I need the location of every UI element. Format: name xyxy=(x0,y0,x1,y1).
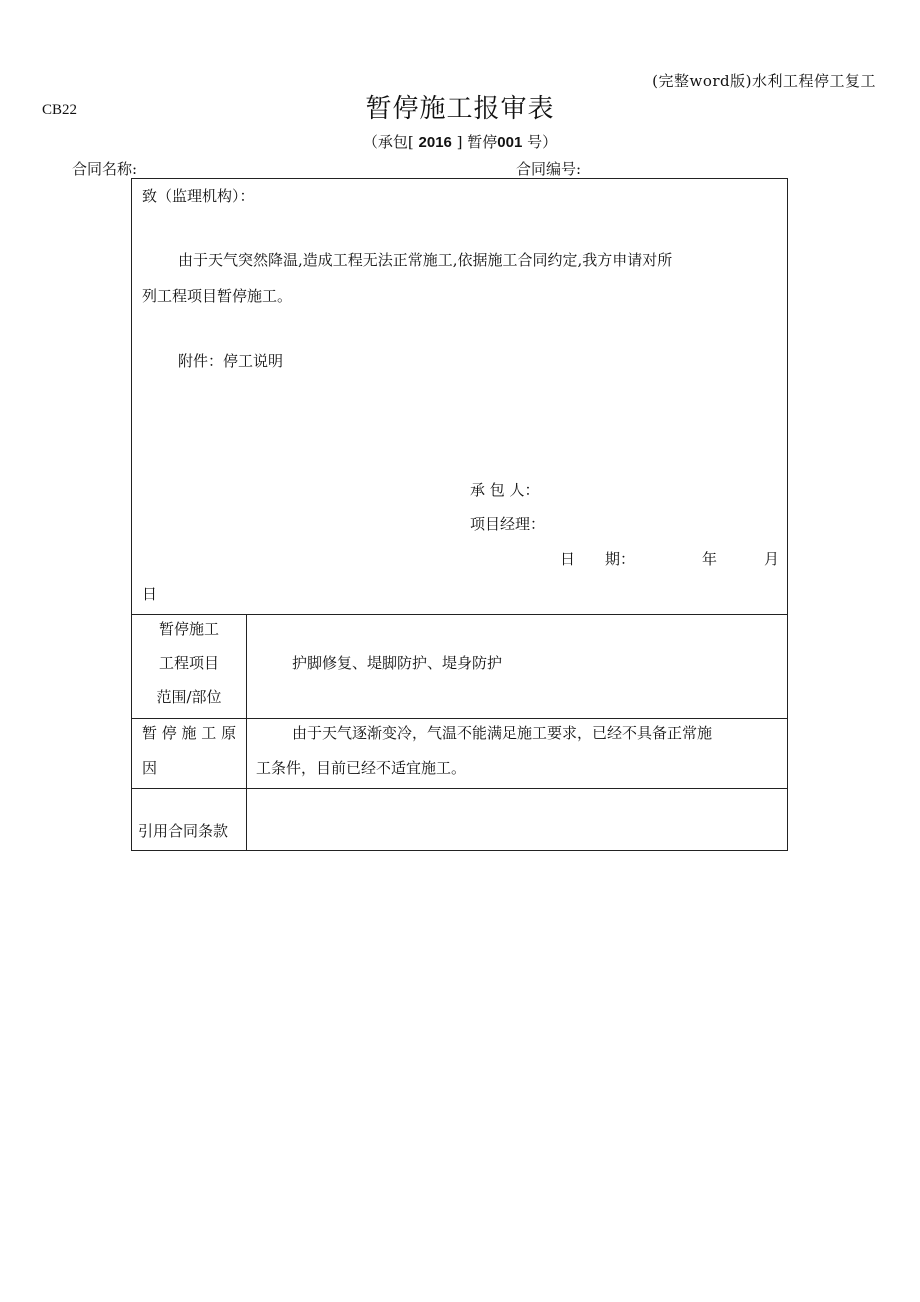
scope-value: 护脚修复、堤脚防护、堤身防护 xyxy=(292,654,503,672)
serial-no: 001 xyxy=(497,134,523,151)
scope-label-line-3: 范围/部位 xyxy=(156,688,222,706)
reason-label-line-2: 因 xyxy=(142,759,158,777)
row-divider xyxy=(132,718,787,719)
date-label: 日 期： xyxy=(560,550,636,568)
project-manager-label: 项目经理： xyxy=(470,515,546,533)
reason-label-line-1: 暂 停 施 工 原 xyxy=(142,724,237,742)
page-title: 暂停施工报审表 xyxy=(365,94,555,123)
form-code: CB22 xyxy=(42,102,78,118)
serial-prefix: （承包[ xyxy=(362,133,414,151)
year-label: 年 xyxy=(702,550,718,568)
attachment-label: 附件：停工说明 xyxy=(178,352,284,370)
document-header-title: (完整word版)水利工程停工复工 xyxy=(652,72,876,90)
scope-label-line-2: 工程项目 xyxy=(158,654,219,672)
serial-year: 2016 xyxy=(418,134,452,151)
application-body-line-2: 列工程项目暂停施工。 xyxy=(142,287,293,305)
addressee-label: 致（监理机构）： xyxy=(142,187,255,205)
month-label: 月 xyxy=(764,550,780,568)
column-divider xyxy=(246,614,247,851)
clause-label: 引用合同条款 xyxy=(138,822,229,840)
serial-number xyxy=(0,131,920,152)
application-body-line-1: 由于天气突然降温,造成工程无法正常施工,依据施工合同约定,我方申请对所 xyxy=(178,251,673,269)
serial-mid: ] 暂停 xyxy=(456,133,498,151)
serial-suffix: 号） xyxy=(527,133,558,151)
reason-value-line-2: 工条件，目前已经不适宜施工。 xyxy=(256,759,467,777)
row-divider xyxy=(132,614,787,615)
scope-label-line-1: 暂停施工 xyxy=(158,620,219,638)
reason-value-line-1: 由于天气逐渐变冷，气温不能满足施工要求，已经不具备正常施 xyxy=(292,724,713,742)
contract-name-label: 合同名称: xyxy=(72,160,138,178)
row-divider xyxy=(132,788,787,789)
day-label: 日 xyxy=(142,585,158,603)
form-table xyxy=(131,178,788,851)
contractor-label: 承 包 人： xyxy=(470,481,540,499)
contract-number-label: 合同编号: xyxy=(516,160,582,178)
